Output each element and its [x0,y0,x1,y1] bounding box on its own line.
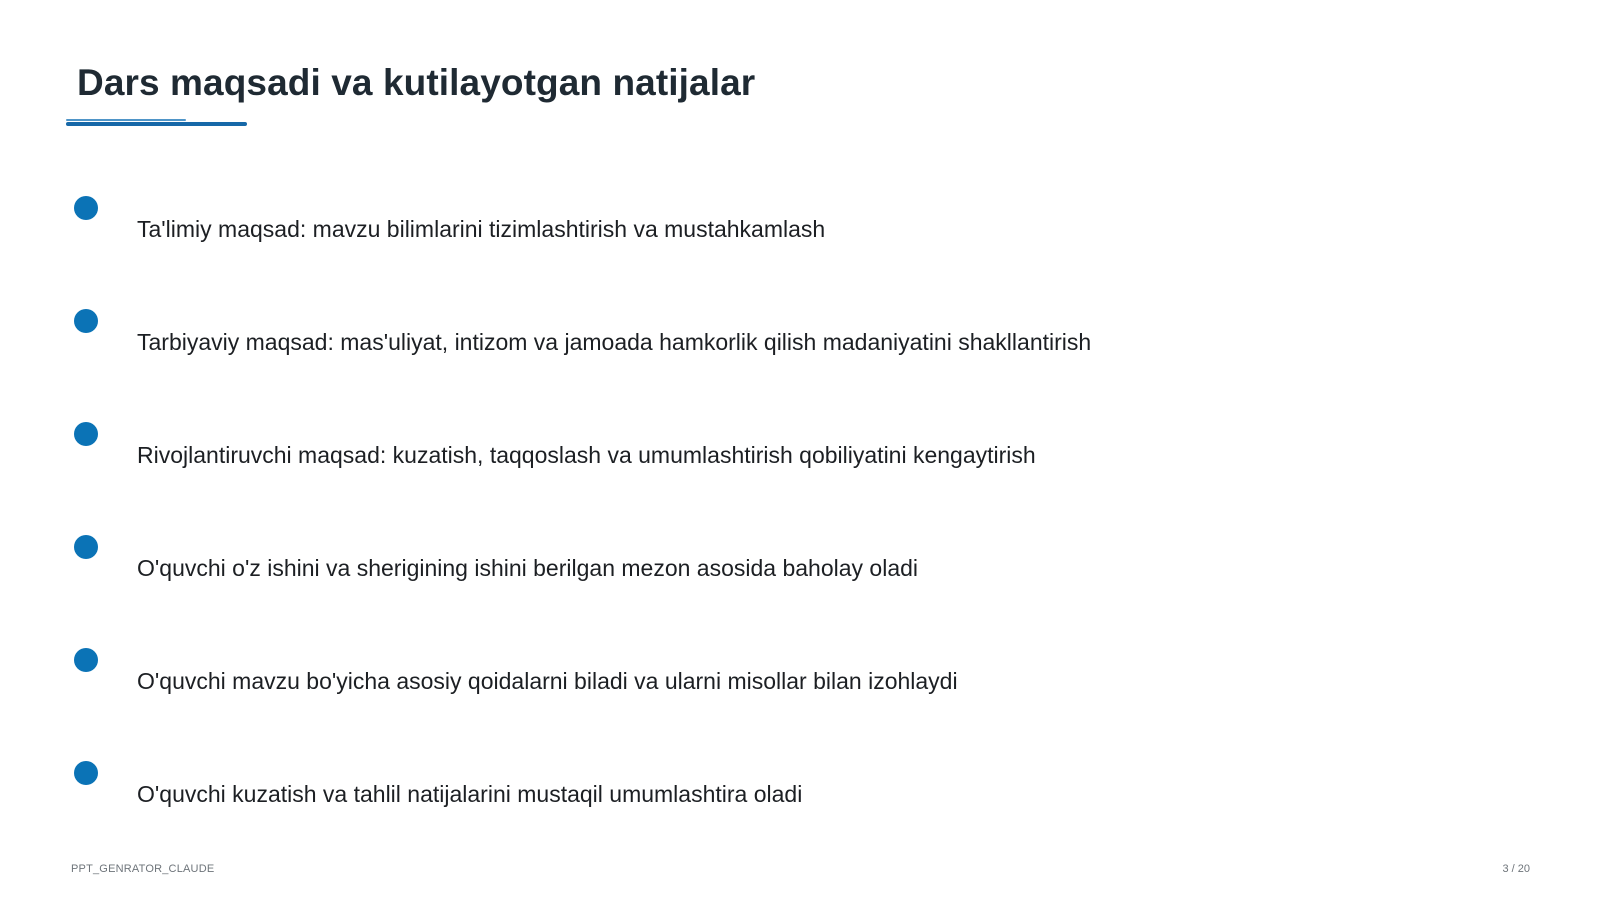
bullet-dot-icon [74,196,98,220]
bullet-text: Ta'limiy maqsad: mavzu bilimlarini tizimlashtirish va mustahkamlash [137,216,826,242]
bullet-item [0,761,1600,841]
bullet-dot-icon [74,761,98,785]
bullet-text: Tarbiyaviy maqsad: mas'uliyat, intizom va jamoada hamkorlik qilish madaniyatini shakllantirish [137,329,1092,355]
bullet-text: O'quvchi kuzatish va tahlil natijalarini mustaqil umumlashtira oladi [137,781,803,807]
bullet-item [0,422,1600,502]
bullet-item [0,535,1600,615]
bullet-dot-icon [74,535,98,559]
bullet-item [0,309,1600,389]
bullet-item [0,648,1600,728]
footer-generator-label: PPT_GENRATOR_CLAUDE [71,863,215,875]
slide-title: Dars maqsadi va kutilayotgan natijalar [77,62,756,103]
bullet-text: O'quvchi mavzu bo'yicha asosiy qoidalarni biladi va ularni misollar bilan izohlaydi [137,668,958,694]
bullet-dot-icon [74,648,98,672]
bullet-dot-icon [74,309,98,333]
bullet-text: Rivojlantiruvchi maqsad: kuzatish, taqqoslash va umumlashtirish qobiliyatini kengaytirish [137,442,1036,468]
page-indicator: 3 / 20 [1502,863,1530,875]
bullet-text: O'quvchi o'z ishini va sherigining ishini berilgan mezon asosida baholay oladi [137,555,919,581]
bullet-item [0,196,1600,276]
bullet-dot-icon [74,422,98,446]
